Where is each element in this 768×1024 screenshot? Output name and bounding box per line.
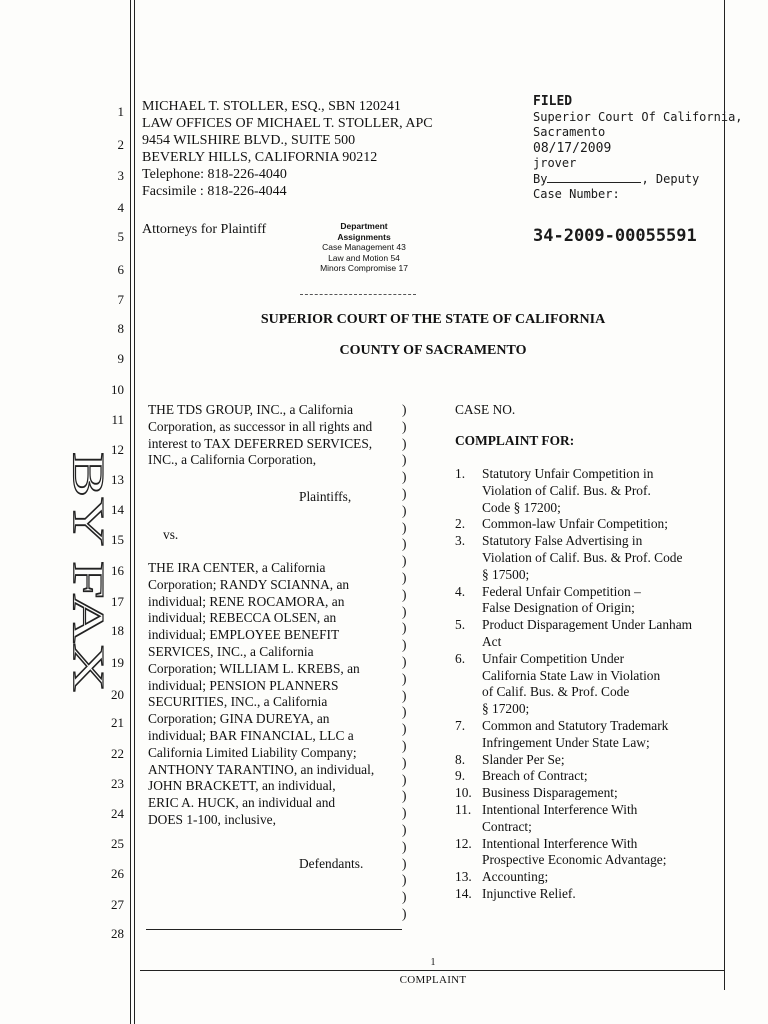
claim-item [455,785,692,802]
claims-list [455,466,692,903]
plaintiff-line: interest to TAX DEFERRED SERVICES, [148,435,373,451]
attorney-line: 9454 WILSHIRE BLVD., SUITE 500 [142,133,356,148]
defendant-line: individual; PENSION PLANNERS [148,677,339,693]
claim-number: 8. [455,751,466,767]
filed-label: FILED [533,94,573,109]
claim-number: 2. [455,516,466,532]
line-number: 18 [111,623,124,638]
claim-number: 13. [455,869,472,885]
line-number: 4 [117,200,124,215]
claim-text: Act [482,633,502,649]
claim-item [455,516,692,533]
claim-number: 5. [455,617,466,633]
defendant-line: California Limited Liability Company; [148,744,357,760]
department-item: Minors Compromise 17 [320,263,408,273]
claim-item [455,802,692,836]
court-county: COUNTY OF SACRAMENTO [339,343,527,358]
case-number: 34-2009-00055591 [533,226,697,246]
claim-text: Violation of Calif. Bus. & Prof. [482,482,651,498]
line-number: 8 [117,321,124,336]
caption-bottom-rule [146,929,402,930]
defendant-line: Corporation; WILLIAM L. KREBS, an [148,660,360,676]
line-number: 22 [111,746,124,761]
court-name: SUPERIOR COURT OF THE STATE OF CALIFORNIA [260,312,606,327]
line-number: 21 [111,715,124,730]
claim-item [455,617,692,651]
claim-number: 9. [455,768,466,784]
defendant-block [148,560,374,829]
caption-parentheses: ) ) ) ) ) ) ) ) ) ) ) ) ) ) ) ) ) ) ) ) ) ) ) ) ) ) ) ) ) ) ) [402,402,407,921]
defendant-line: Corporation; RANDY SCIANNA, an [148,576,350,592]
attorney-line: LAW OFFICES OF MICHAEL T. STOLLER, APC [142,116,433,131]
line-number: 17 [111,594,124,609]
line-number: 14 [111,502,124,517]
page-number: 1 [430,957,436,968]
department-item: Case Management 43 [322,242,406,252]
claim-text: Breach of Contract; [482,768,588,784]
defendant-line: ANTHONY TARANTINO, an individual, [148,761,375,777]
claim-text: California State Law in Violation [482,667,661,683]
claim-number: 6. [455,650,466,666]
case-number-label: Case Number: [533,187,620,201]
claim-text: Code § 17200; [482,499,561,515]
claim-item [455,651,692,718]
line-number: 20 [111,687,124,702]
claim-text: Statutory Unfair Competition in [482,466,654,481]
plaintiff-line: Corporation, as successor in all rights and [148,418,373,434]
line-number: 11 [111,412,124,427]
filed-county: Sacramento [533,125,606,139]
claim-text: Product Disparagement Under Lanham [482,617,693,633]
defendants-label: Defendants. [299,856,364,871]
plaintiffs-label: Plaintiffs, [299,489,352,504]
claim-text: § 17200; [482,701,530,717]
defendant-line: individual; EMPLOYEE BENEFIT [148,627,340,643]
claim-text: Contract; [482,818,532,834]
claim-number: 12. [455,835,472,851]
defendant-line: Corporation; GINA DUREYA, an [148,711,330,727]
claim-text: Violation of Calif. Bus. & Prof. Code [482,549,683,565]
attorney-line: Telephone: 818-226-4040 [142,167,287,182]
line-number: 19 [111,655,124,670]
claim-text: Business Disparagement; [482,785,618,801]
versus: vs. [163,527,179,542]
claim-text: Injunctive Relief. [482,885,576,901]
line-number: 15 [111,532,124,547]
claim-text: Common and Statutory Trademark [482,717,669,733]
filed-date: 08/17/2009 [533,140,612,156]
filed-court: Superior Court Of California, [533,109,743,124]
case-no-label: CASE NO. [455,402,516,417]
line-number: 7 [117,292,124,307]
defendant-line: individual; RENE ROCAMORA, an [148,593,345,609]
filed-by-line [533,172,743,188]
dashed-rule [300,294,416,295]
attorney-block [142,98,433,200]
claim-item [455,584,692,618]
attorney-line: BEVERLY HILLS, CALIFORNIA 90212 [142,150,378,165]
claim-number: 7. [455,717,466,733]
filed-by-suffix: , Deputy [641,171,700,186]
line-number: 26 [111,866,124,881]
defendant-line: SERVICES, INC., a California [148,643,314,659]
claim-number: 4. [455,583,466,599]
defendant-line: individual; BAR FINANCIAL, LLC a [148,727,354,743]
claim-text: of Calif. Bus. & Prof. Code [482,684,630,700]
department-assignments [306,221,422,274]
plaintiff-block [148,402,372,469]
claim-text: § 17500; [482,566,530,582]
claim-text: False Designation of Origin; [482,600,635,616]
complaint-for-heading: COMPLAINT FOR: [455,433,575,448]
line-number: 28 [111,926,124,941]
defendant-line: JOHN BRACKETT, an individual, [148,778,336,794]
claim-number: 3. [455,533,466,549]
line-number: 6 [117,262,124,277]
fax-stamp [56,452,113,697]
claim-text: Prospective Economic Advantage; [482,852,667,868]
claim-number: 1. [455,466,466,481]
claim-item [455,718,692,752]
line-number: 3 [117,168,124,183]
attorney-line: Facsimile : 818-226-4044 [142,184,287,199]
department-item: Law and Motion 54 [328,252,400,263]
footer-rule [140,970,724,971]
line-number: 23 [111,776,124,791]
left-margin-rule-inner [134,0,135,1024]
defendant-line: SECURITIES, INC., a California [148,694,328,710]
line-number: 25 [111,836,124,851]
footer-title: COMPLAINT [399,974,467,986]
fax-stamp-text: BY FAX [64,452,113,608]
claim-item [455,752,692,769]
claim-text: Intentional Interference With [482,801,638,817]
plaintiff-line: THE TDS GROUP, INC., a California [148,402,354,417]
plaintiff-line: INC., a California Corporation, [148,452,317,468]
claim-text: Federal Unfair Competition – [482,583,641,599]
claim-text: Accounting; [482,869,549,885]
defendant-line: ERIC A. HUCK, an individual and [148,795,336,811]
claim-item [455,886,692,903]
claim-text: Slander Per Se; [482,751,565,767]
line-number: 13 [111,472,124,487]
line-number: 2 [117,137,124,152]
attorney-role: Attorneys for Plaintiff [142,222,267,237]
attorney-line: MICHAEL T. STOLLER, ESQ., SBN 120241 [142,99,401,114]
line-number: 9 [117,351,124,366]
claim-number: 14. [455,885,472,901]
line-number: 16 [111,563,124,578]
claim-text: Infringement Under State Law; [482,734,650,750]
line-number: 5 [117,229,124,244]
left-margin-rule-outer [130,0,131,1024]
claim-number: 11. [455,801,472,817]
department-subtitle: Assignments [337,231,391,242]
line-number: 27 [111,897,124,912]
claim-text: Unfair Competition Under [482,650,625,666]
claim-item [455,768,692,785]
filed-clerk: jrover [533,156,577,170]
claim-number: 10. [455,785,472,801]
line-number: 24 [111,806,124,821]
claim-item [455,466,692,516]
claim-text: Statutory False Advertising in [482,533,643,549]
line-number: 1 [117,104,124,119]
claim-text: Intentional Interference With [482,835,638,851]
claim-text: Common-law Unfair Competition; [482,516,668,532]
department-title: Department [340,221,388,231]
line-number: 12 [111,442,124,457]
filed-stamp [533,94,743,203]
claim-item [455,869,692,886]
filed-by-prefix: By [533,171,548,186]
signature-underline [547,182,641,183]
claim-item [455,533,692,583]
line-number: 10 [111,382,124,397]
defendant-line: individual; REBECCA OLSEN, an [148,610,337,626]
defendant-line: THE IRA CENTER, a California [148,560,326,575]
defendant-line: DOES 1-100, inclusive, [148,811,276,827]
claim-item [455,836,692,870]
